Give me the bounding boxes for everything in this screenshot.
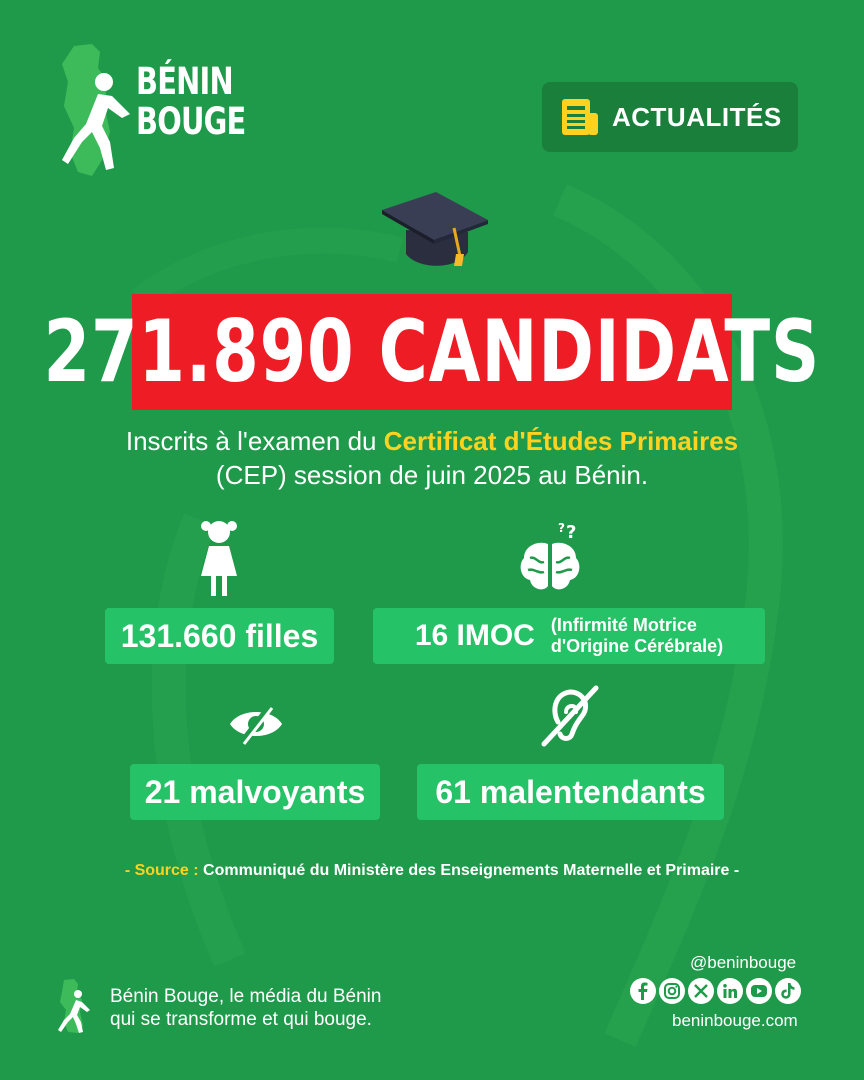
- girl-icon: [199, 518, 239, 598]
- tagline-line2: qui se transforme et qui bouge.: [110, 1009, 372, 1030]
- stat-filles-text: 131.660 filles: [120, 617, 319, 654]
- brain-icon: [516, 518, 586, 598]
- stat-malvoyants-text: 21 malvoyants: [144, 773, 366, 810]
- news-category-badge[interactable]: [542, 82, 798, 152]
- stat-imoc-note-line1: (Infirmité Motrice: [550, 615, 697, 635]
- svg-text:?: ?: [566, 522, 577, 543]
- stat-malentendants-text: 61 malentendants: [435, 773, 706, 810]
- brand-logo: [52, 42, 246, 182]
- youtube-icon[interactable]: [746, 978, 772, 1004]
- social-handle[interactable]: @beninbouge: [690, 953, 797, 972]
- brand-name-line1: BÉNIN: [136, 60, 233, 103]
- headline-text: 271.890 CANDIDATS: [43, 302, 821, 402]
- eye-off-icon: [228, 702, 284, 746]
- svg-text:?: ?: [558, 521, 565, 535]
- subtitle: [40, 424, 824, 492]
- stat-malentendants: [417, 764, 724, 820]
- source-label: - Source :: [124, 862, 199, 879]
- stat-imoc: [373, 608, 765, 664]
- stat-imoc-text: 16 IMOC: [414, 619, 535, 652]
- footer-tagline: [110, 985, 381, 1031]
- facebook-icon[interactable]: [630, 978, 656, 1004]
- source-text: Communiqué du Ministère des Enseignements Maternelle et Primaire -: [198, 862, 740, 879]
- brand-name-line2: BOUGE: [136, 100, 246, 143]
- footer-runner-logo-icon: [54, 978, 96, 1034]
- stat-imoc-note-line2: d'Origine Cérébrale): [550, 636, 724, 656]
- subtitle-highlight: Certificat d'Études Primaires: [383, 426, 739, 456]
- runner-logo-icon: [52, 42, 142, 182]
- tagline-line1: Bénin Bouge, le média du Bénin: [110, 986, 382, 1007]
- headline-banner: [43, 294, 821, 410]
- social-icons: [630, 978, 801, 1004]
- subtitle-part2: (CEP) session de juin 2025 au Bénin.: [215, 460, 649, 490]
- website-link[interactable]: beninbouge.com: [672, 1011, 798, 1030]
- brand-name: [136, 62, 245, 142]
- x-icon[interactable]: [688, 978, 714, 1004]
- stat-imoc-note: [551, 615, 723, 657]
- newspaper-icon: [558, 95, 602, 139]
- instagram-icon[interactable]: [659, 978, 685, 1004]
- source-line: [0, 862, 864, 880]
- stat-filles: [105, 608, 334, 664]
- graduation-cap-icon: [378, 190, 490, 280]
- ear-off-icon: [538, 682, 602, 748]
- linkedin-icon[interactable]: [717, 978, 743, 1004]
- subtitle-part1: Inscrits à l'examen du: [125, 426, 384, 456]
- tiktok-icon[interactable]: [775, 978, 801, 1004]
- stat-malvoyants: [130, 764, 380, 820]
- badge-label: ACTUALITÉS: [612, 101, 782, 132]
